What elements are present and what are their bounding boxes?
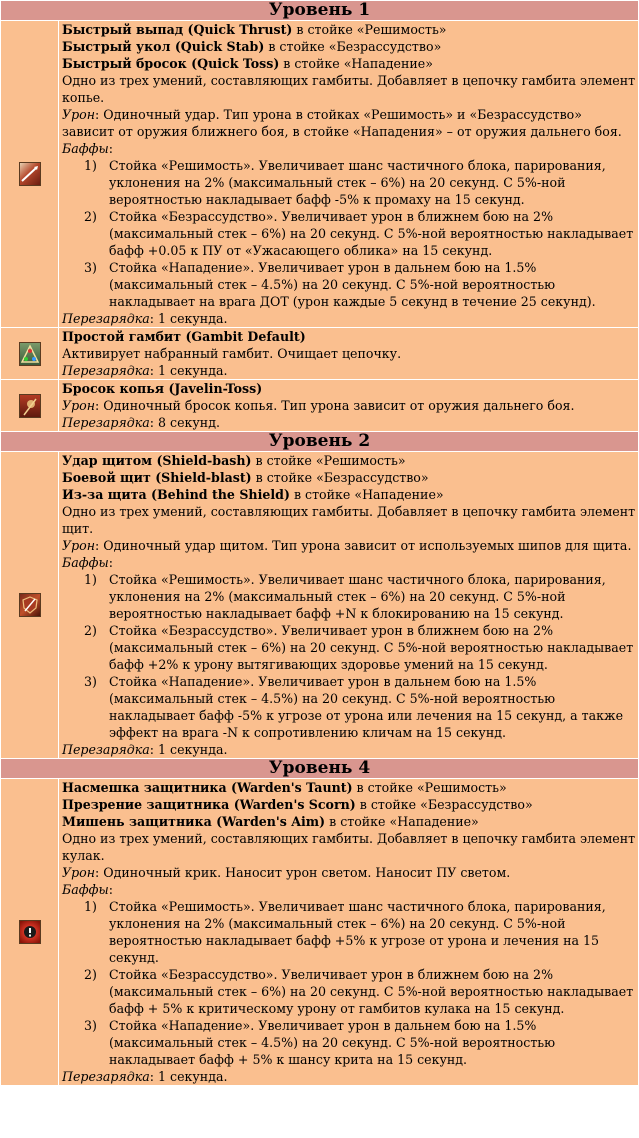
damage-text: : Одиночный удар щитом. Тип урона зависит от используемых шипов для щита. — [95, 538, 632, 553]
buffs-label: Баффы — [62, 882, 109, 897]
cooldown-label: Перезарядка — [62, 742, 150, 757]
level-title: Уровень 4 — [1, 759, 639, 779]
gambit-default-icon — [19, 342, 41, 366]
buff-item — [62, 622, 636, 673]
buff-number: 3) — [84, 674, 97, 689]
skill-name-line — [62, 452, 636, 469]
skill-stance: в стойке «Безрассудство» — [251, 470, 429, 485]
cooldown-line — [62, 414, 636, 431]
wardens-taunt-icon — [19, 920, 41, 944]
skill-stance: в стойке «Решимость» — [251, 453, 406, 468]
buff-number: 1) — [84, 158, 97, 173]
skill-name-line — [62, 796, 636, 813]
buff-text: Стойка «Решимость». Увеличивает шанс частичного блока, парирования, уклонения на 2% (максимальный стек – 6%) на 20 секунд. С 5%-ной вероятностью накладывает бафф +N к блокированию на 15 секунд. — [109, 572, 606, 621]
skill-row — [1, 328, 639, 380]
buff-text: Стойка «Нападение». Увеличивает урон в дальнем бою на 1.5% (максимальный стек – 4.5%) на 20 секунд. С 5%-ной вероятностью накладывает бафф -5% к угрозе от урона или лечения на 15 секунд, а также эффект на врага -N к сопротивлению кличам на 15 секунд. — [109, 674, 624, 740]
buff-number: 1) — [84, 572, 97, 587]
skill-name: Презрение защитника (Warden's Scorn) — [62, 797, 356, 812]
spear-thrust-icon — [19, 162, 41, 186]
skill-name: Быстрый выпад (Quick Thrust) — [62, 22, 293, 37]
skill-name: Быстрый укол (Quick Stab) — [62, 39, 265, 54]
buff-number: 2) — [84, 209, 97, 224]
skill-name: Бросок копья (Javelin-Toss) — [62, 381, 263, 396]
cooldown-value: : 1 секунда. — [149, 1069, 228, 1084]
cooldown-line — [62, 310, 636, 327]
skill-icon-cell — [1, 452, 59, 759]
skill-name: Насмешка защитника (Warden's Taunt) — [62, 780, 353, 795]
damage-text: : Одиночный бросок копья. Тип урона зависит от оружия дальнего боя. — [95, 398, 575, 413]
level-header-row — [1, 1, 639, 21]
cooldown-value: : 8 секунд. — [149, 415, 220, 430]
buff-item — [62, 157, 636, 208]
cooldown-label: Перезарядка — [62, 363, 150, 378]
buff-number: 3) — [84, 260, 97, 275]
skill-icon-cell — [1, 328, 59, 380]
buffs-block: Баффы: 1) Стойка «Решимость». Увеличивает шанс частичного блока, парирования, уклонения на 2% (максимальный стек – 6%) на 20 секунд. С 5%-ной вероятностью накладывает бафф +5% к угрозе от урона и лечения на 15 секунд. 2) Стойка «Безрассудство». Увеличивает урон в ближнем бою на 2% (максимальный стек – 6%) на 20 секунд. С 5%-ной вероятностью накладывает бафф + 5% к критическому урону от гамбитов кулака на 15 секунд. 3) Стойка «Нападение». Увеличивает урон в дальнем бою на 1.5% (максимальный стек – 4.5%) на 20 секунд. С 5%-ной вероятностью накладывает бафф + 5% к шансу крита на 15 секунд. — [62, 881, 636, 1068]
skill-description: Одно из трех умений, составляющих гамбиты. Добавляет в цепочку гамбита элемент щит. — [62, 504, 636, 536]
damage-line — [62, 537, 636, 554]
skill-stance: в стойке «Нападение» — [289, 487, 444, 502]
cooldown-value: : 1 секунда. — [149, 363, 228, 378]
skill-text — [59, 380, 639, 432]
level-title: Уровень 2 — [1, 432, 639, 452]
skill-name-line — [62, 779, 636, 796]
skill-row — [1, 452, 639, 759]
level-header-row — [1, 432, 639, 452]
skill-stance: в стойке «Решимость» — [352, 780, 507, 795]
buff-text: Стойка «Безрассудство». Увеличивает урон в ближнем бою на 2% (максимальный стек – 6%) на 20 секунд. С 5%-ной вероятностью накладывает бафф +0.05 к ПУ от «Ужасающего облика» на 15 секунд. — [109, 209, 634, 258]
cooldown-label: Перезарядка — [62, 311, 150, 326]
skill-text — [59, 21, 639, 328]
buff-text: Стойка «Нападение». Увеличивает урон в дальнем бою на 1.5% (максимальный стек – 4.5%) на 20 секунд. С 5%-ной вероятностью накладывает бафф + 5% к шансу крита на 15 секунд. — [109, 1018, 556, 1067]
skill-stance: в стойке «Нападение» — [325, 814, 479, 829]
damage-label: Урон — [62, 538, 96, 553]
buff-item — [62, 898, 636, 966]
cooldown-line — [62, 1068, 636, 1085]
skill-icon-cell — [1, 21, 59, 328]
skill-name-line — [62, 328, 636, 345]
skill-name: Мишень защитника (Warden's Aim) — [62, 814, 326, 829]
skill-name-line — [62, 486, 636, 503]
buffs-list — [62, 898, 636, 1068]
buff-item — [62, 966, 636, 1017]
skill-name-line — [62, 55, 636, 72]
buffs-label: Баффы — [62, 555, 109, 570]
skill-stance: в стойке «Безрассудство» — [264, 39, 442, 54]
damage-label: Урон — [62, 398, 96, 413]
cooldown-label: Перезарядка — [62, 415, 150, 430]
buff-number: 2) — [84, 623, 97, 638]
damage-label: Урон — [62, 107, 96, 122]
buff-number: 3) — [84, 1018, 97, 1033]
level-title: Уровень 1 — [1, 1, 639, 21]
skill-stance: в стойке «Безрассудство» — [355, 797, 533, 812]
skill-row — [1, 380, 639, 432]
skill-name-line — [62, 469, 636, 486]
skill-stance: в стойке «Решимость» — [292, 22, 447, 37]
skill-name: Простой гамбит (Gambit Default) — [62, 329, 306, 344]
cooldown-line — [62, 741, 636, 758]
skill-icon-cell — [1, 779, 59, 1086]
buff-item — [62, 571, 636, 622]
buffs-list — [62, 571, 636, 741]
skill-row — [1, 21, 639, 328]
cooldown-label: Перезарядка — [62, 1069, 150, 1084]
buff-item — [62, 208, 636, 259]
skill-name-line — [62, 38, 636, 55]
buff-item — [62, 259, 636, 310]
skill-name: Удар щитом (Shield-bash) — [62, 453, 252, 468]
buffs-label: Баффы — [62, 141, 109, 156]
buffs-list — [62, 157, 636, 310]
shield-bash-icon — [19, 593, 41, 617]
cooldown-value: : 1 секунда. — [149, 311, 228, 326]
skill-text — [59, 328, 639, 380]
damage-label: Урон — [62, 865, 96, 880]
buffs-block: Баффы: 1) Стойка «Решимость». Увеличивает шанс частичного блока, парирования, уклонения на 2% (максимальный стек – 6%) на 20 секунд. С 5%-ной вероятностью накладывает бафф -5% к промаху на 15 секунд. 2) Стойка «Безрассудство». Увеличивает урон в ближнем бою на 2% (максимальный стек – 6%) на 20 секунд. С 5%-ной вероятностью накладывает бафф +0.05 к ПУ от «Ужасающего облика» на 15 секунд. 3) Стойка «Нападение». Увеличивает урон в дальнем бою на 1.5% (максимальный стек – 4.5%) на 20 секунд. С 5%-ной вероятностью накладывает на врага ДОТ (урон каждые 5 секунд в течение 25 секунд). — [62, 140, 636, 310]
skill-name: Боевой щит (Shield-blast) — [62, 470, 252, 485]
buffs-block: Баффы: 1) Стойка «Решимость». Увеличивает шанс частичного блока, парирования, уклонения на 2% (максимальный стек – 6%) на 20 секунд. С 5%-ной вероятностью накладывает бафф +N к блокированию на 15 секунд. 2) Стойка «Безрассудство». Увеличивает урон в ближнем бою на 2% (максимальный стек – 6%) на 20 секунд. С 5%-ной вероятностью накладывает бафф +2% к урону вытягивающих здоровье умений на 15 секунд. 3) Стойка «Нападение». Увеличивает урон в дальнем бою на 1.5% (максимальный стек – 4.5%) на 20 секунд. С 5%-ной вероятностью накладывает бафф -5% к угрозе от урона или лечения на 15 секунд, а также эффект на врага -N к сопротивлению кличам на 15 секунд. — [62, 554, 636, 741]
cooldown-value: : 1 секунда. — [149, 742, 228, 757]
skill-name: Из-за щита (Behind the Shield) — [62, 487, 290, 502]
buff-text: Стойка «Безрассудство». Увеличивает урон в ближнем бою на 2% (максимальный стек – 6%) на 20 секунд. С 5%-ной вероятностью накладывает бафф + 5% к критическому урону от гамбитов кулака на 15 секунд. — [109, 967, 634, 1016]
javelin-toss-icon — [19, 394, 41, 418]
buff-text: Стойка «Решимость». Увеличивает шанс частичного блока, парирования, уклонения на 2% (максимальный стек – 6%) на 20 секунд. С 5%-ной вероятностью накладывает бафф +5% к угрозе от урона и лечения на 15 секунд. — [109, 899, 606, 965]
buff-number: 1) — [84, 899, 97, 914]
damage-line — [62, 106, 636, 140]
damage-line — [62, 397, 636, 414]
damage-text: : Одиночный крик. Наносит урон светом. Наносит ПУ светом. — [95, 865, 511, 880]
skill-stance: в стойке «Нападение» — [279, 56, 433, 71]
skill-description: Активирует набранный гамбит. Очищает цепочку. — [62, 346, 402, 361]
cooldown-line — [62, 362, 636, 379]
buff-item — [62, 1017, 636, 1068]
skill-text — [59, 779, 639, 1086]
buff-text: Стойка «Безрассудство». Увеличивает урон в ближнем бою на 2% (максимальный стек – 6%) на 20 секунд. С 5%-ной вероятностью накладывает бафф +2% к урону вытягивающих здоровье умений на 15 секунд. — [109, 623, 634, 672]
skill-row — [1, 779, 639, 1086]
skill-description: Одно из трех умений, составляющих гамбиты. Добавляет в цепочку гамбита элемент кулак. — [62, 831, 636, 863]
skill-description: Одно из трех умений, составляющих гамбиты. Добавляет в цепочку гамбита элемент копье. — [62, 73, 636, 105]
buff-number: 2) — [84, 967, 97, 982]
buff-item — [62, 673, 636, 741]
skill-name: Быстрый бросок (Quick Toss) — [62, 56, 280, 71]
damage-line — [62, 864, 636, 881]
skill-name-line — [62, 813, 636, 830]
skill-text — [59, 452, 639, 759]
skill-name-line — [62, 21, 636, 38]
skill-icon-cell — [1, 380, 59, 432]
buff-text: Стойка «Нападение». Увеличивает урон в дальнем бою на 1.5% (максимальный стек – 4.5%) на 20 секунд. С 5%-ной вероятностью накладывает на врага ДОТ (урон каждые 5 секунд в течение 25 секунд). — [109, 260, 596, 309]
skill-name-line — [62, 380, 636, 397]
level-header-row — [1, 759, 639, 779]
damage-text: : Одиночный удар. Тип урона в стойках «Решимость» и «Безрассудство» зависит от оружия ближнего боя, в стойке «Нападения» – от оружия дальнего боя. — [62, 107, 622, 139]
buff-text: Стойка «Решимость». Увеличивает шанс частичного блока, парирования, уклонения на 2% (максимальный стек – 6%) на 20 секунд. С 5%-ной вероятностью накладывает бафф -5% к промаху на 15 секунд. — [109, 158, 606, 207]
